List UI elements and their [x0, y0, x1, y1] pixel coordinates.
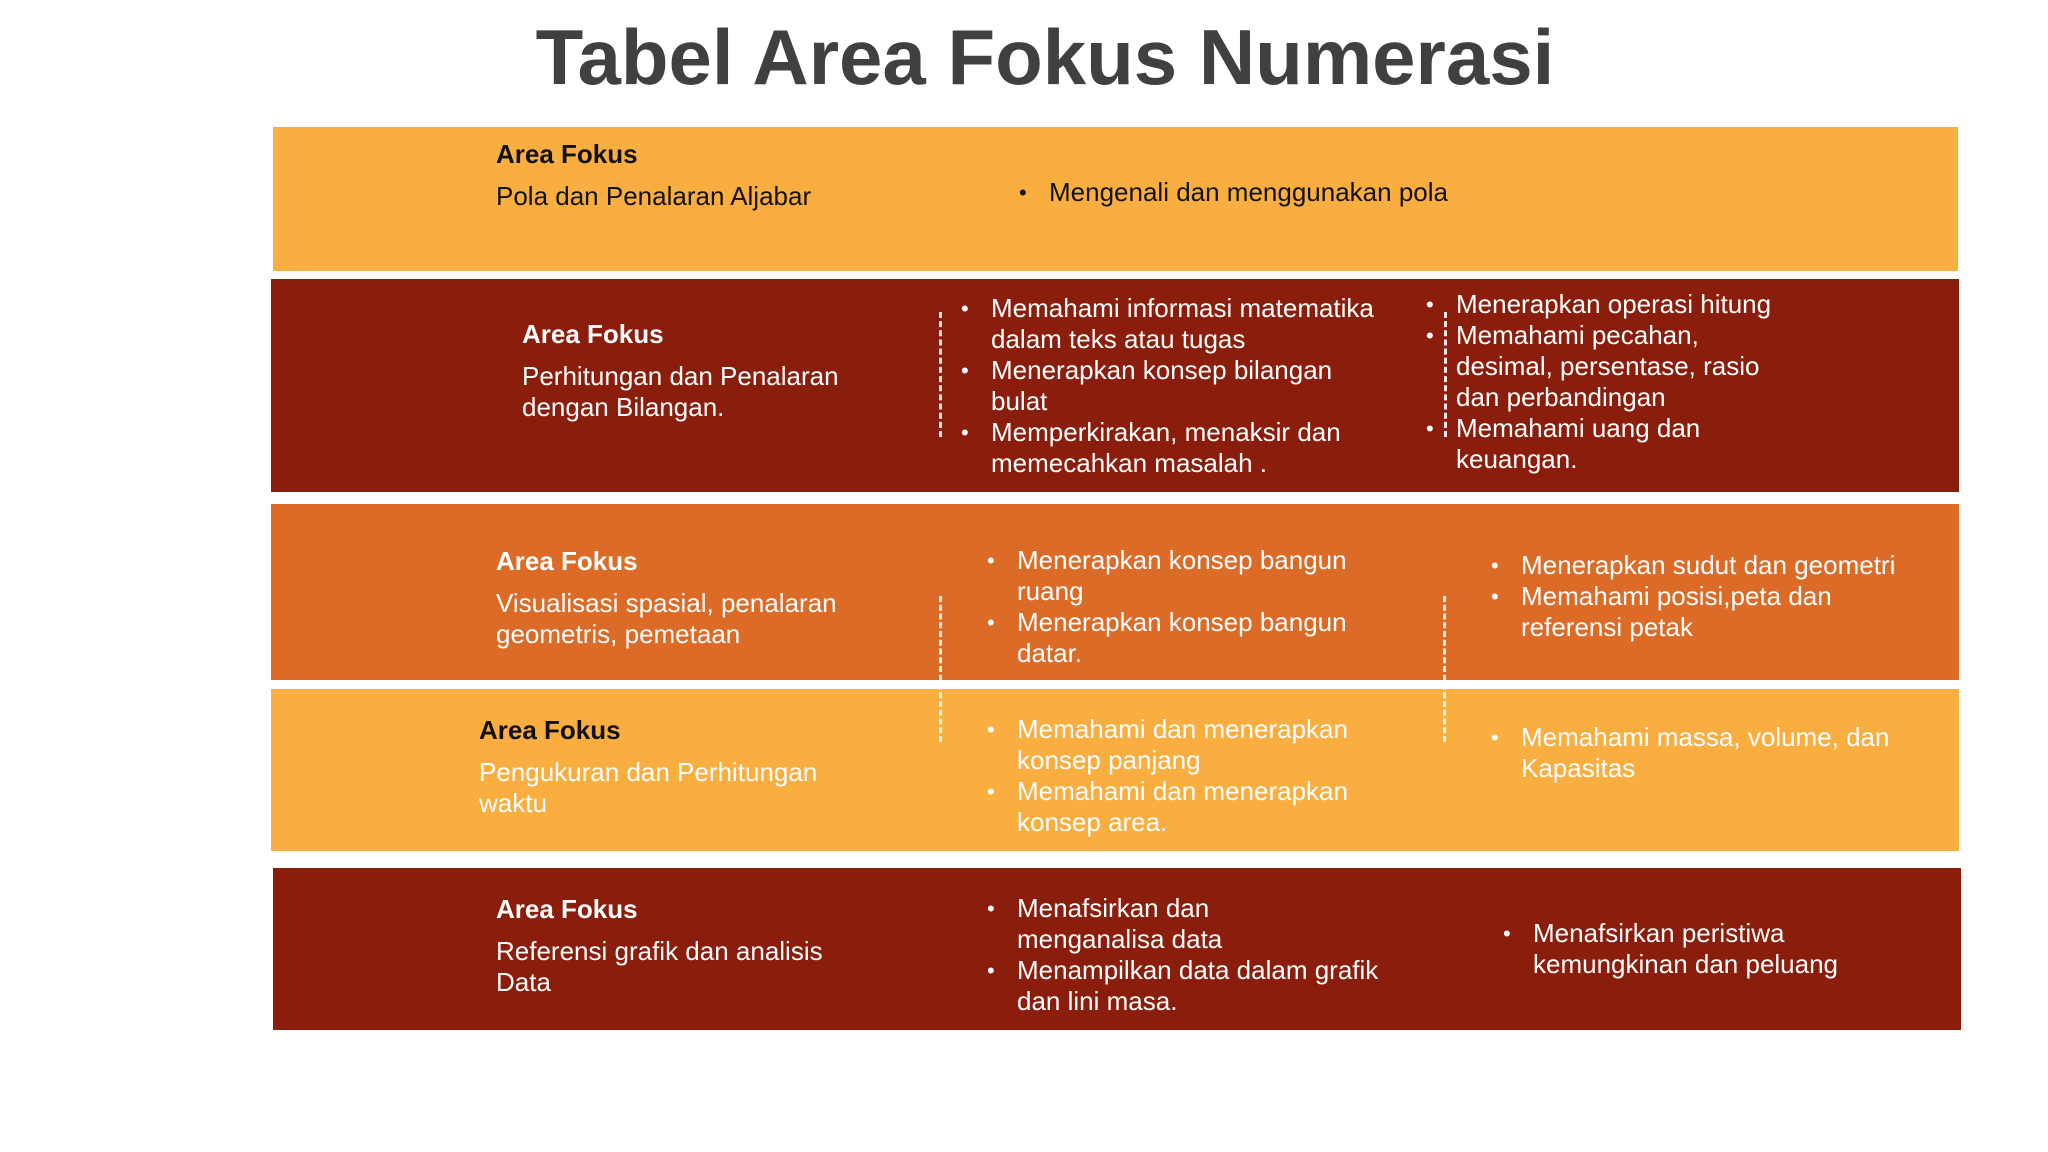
row-heading: Area Fokus [496, 546, 638, 576]
area-name: Pengukuran dan Perhitungan waktu [479, 757, 818, 818]
list-item: • Memahami dan menerapkan konsep panjang [987, 714, 1357, 776]
list-item: • Memahami posisi,peta dan referensi petak [1491, 581, 1891, 643]
focus-row-algebra [273, 127, 1958, 271]
list-item: • Menerapkan konsep bangun datar. [987, 607, 1357, 669]
list-item: • Menerapkan konsep bilangan bulat [961, 355, 1381, 417]
list-item: • Menampilkan data dalam grafik dan lini masa. [987, 955, 1387, 1017]
area-name: Visualisasi spasial, penalaran geometris, pemetaan [496, 588, 837, 649]
page-title: Tabel Area Fokus Numerasi [535, 13, 1555, 101]
list-item: • Mengenali dan menggunakan pola [1019, 177, 1579, 208]
row-heading: Area Fokus [496, 894, 638, 924]
area-name: Pola dan Penalaran Aljabar [496, 181, 812, 211]
list-item: • Memahami informasi matematika dalam teks atau tugas [961, 293, 1381, 355]
bullets-col3 [1426, 289, 1866, 475]
bullets-col3 [1491, 550, 1931, 643]
list-item: • Memahami uang dan keuangan. [1426, 413, 1766, 475]
focus-row-data [273, 868, 1961, 1030]
row-heading: Area Fokus [522, 319, 664, 349]
bullets-col3 [1491, 722, 1911, 784]
list-item: • Menerapkan konsep bangun ruang [987, 545, 1357, 607]
bullets-col2 [987, 893, 1387, 1017]
row-heading: Area Fokus [479, 715, 621, 745]
list-item: • Menafsirkan dan menganalisa data [987, 893, 1347, 955]
list-item: • Menerapkan operasi hitung [1426, 289, 1866, 320]
bullets-col2 [961, 293, 1381, 479]
column-divider [939, 312, 942, 437]
column-divider [1443, 596, 1446, 742]
list-item: • Menafsirkan peristiwa kemungkinan dan peluang [1503, 918, 1863, 980]
focus-row-numbers [271, 279, 1959, 492]
list-item: • Memahami massa, volume, dan Kapasitas [1491, 722, 1911, 784]
list-item: • Menerapkan sudut dan geometri [1491, 550, 1931, 581]
bullets-col2 [987, 545, 1357, 669]
list-item: • Memahami dan menerapkan konsep area. [987, 776, 1357, 838]
row-heading: Area Fokus [496, 139, 638, 169]
bullets-col3 [1503, 918, 1863, 980]
list-item: • Memperkirakan, menaksir dan memecahkan masalah . [961, 417, 1381, 479]
bullets-col2 [1019, 177, 1579, 208]
column-divider [939, 596, 942, 742]
list-item: • Memahami pecahan, desimal, persentase, rasio dan perbandingan [1426, 320, 1786, 413]
area-name: Perhitungan dan Penalaran dengan Bilangan. [522, 361, 839, 422]
focus-row-measurement [271, 689, 1959, 851]
focus-row-geometry [271, 504, 1959, 680]
bullets-col2 [987, 714, 1357, 838]
area-name: Referensi grafik dan analisis Data [496, 936, 823, 997]
